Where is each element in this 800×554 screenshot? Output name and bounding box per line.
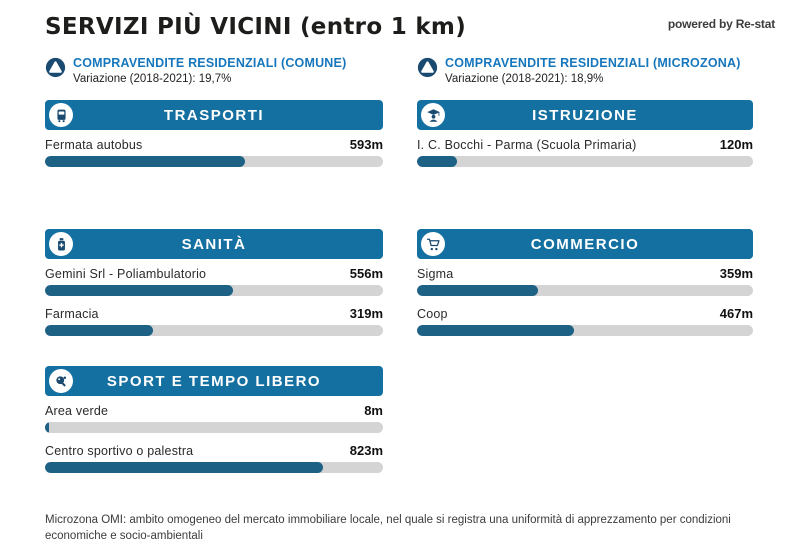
grid-row-1 bbox=[45, 100, 800, 167]
medicine-icon bbox=[49, 232, 73, 256]
section-header bbox=[45, 366, 383, 396]
service-distance: 8m bbox=[364, 403, 383, 418]
service-item bbox=[417, 266, 753, 296]
service-distance: 823m bbox=[349, 443, 383, 458]
service-label: Fermata autobus bbox=[45, 138, 143, 152]
distance-bar-fill bbox=[45, 462, 323, 473]
distance-bar-fill bbox=[45, 422, 49, 433]
service-label: I. C. Bocchi - Parma (Scuola Primaria) bbox=[417, 138, 637, 152]
stat-texts bbox=[73, 56, 346, 85]
cart-icon bbox=[421, 232, 445, 256]
distance-bar-fill bbox=[45, 156, 245, 167]
grid-row-2 bbox=[45, 229, 800, 336]
section-commercio bbox=[417, 229, 753, 336]
service-item bbox=[45, 266, 383, 296]
distance-bar-track bbox=[417, 156, 753, 167]
service-item bbox=[45, 403, 383, 433]
service-distance: 593m bbox=[349, 137, 383, 152]
service-item bbox=[45, 137, 383, 167]
racket-icon bbox=[49, 369, 73, 393]
section-sanita bbox=[45, 229, 383, 336]
service-distance: 359m bbox=[719, 266, 753, 281]
trend-triangle-icon bbox=[417, 57, 438, 78]
section-trasporti bbox=[45, 100, 383, 167]
service-item bbox=[417, 137, 753, 167]
distance-bar-track bbox=[45, 422, 383, 433]
section-title: SPORT E TEMPO LIBERO bbox=[106, 372, 322, 390]
section-header bbox=[45, 100, 383, 130]
distance-bar-track bbox=[45, 325, 383, 336]
footer-text: Microzona OMI: ambito omogeneo del mercato immobiliare locale, nel quale si registra una uniformità di apprezzamento per condizioni economiche e socio-ambientali bbox=[45, 514, 731, 542]
section-sport bbox=[45, 366, 383, 473]
service-distance: 467m bbox=[719, 306, 753, 321]
grid-row-3 bbox=[45, 366, 800, 473]
page-title: SERVIZI PIÙ VICINI (entro 1 km) bbox=[45, 14, 467, 40]
section-istruzione bbox=[417, 100, 753, 167]
service-distance: 120m bbox=[719, 137, 753, 152]
service-distance: 556m bbox=[349, 266, 383, 281]
section-header bbox=[417, 100, 753, 130]
service-item bbox=[45, 306, 383, 336]
section-title: COMMERCIO bbox=[530, 235, 640, 253]
section-title: ISTRUZIONE bbox=[532, 106, 638, 124]
section-title: SANITÀ bbox=[181, 235, 247, 253]
stats-row bbox=[0, 56, 800, 85]
sections-grid bbox=[0, 100, 800, 473]
stat-variation: Variazione (2018-2021): 18,9% bbox=[445, 73, 604, 85]
service-label: Centro sportivo o palestra bbox=[45, 444, 194, 458]
service-label: Gemini Srl - Poliambulatorio bbox=[45, 267, 207, 281]
distance-bar-fill bbox=[417, 325, 574, 336]
empty-cell bbox=[417, 366, 753, 473]
stat-variation: Variazione (2018-2021): 19,7% bbox=[73, 73, 232, 85]
stat-comune bbox=[45, 56, 417, 85]
service-distance: 319m bbox=[349, 306, 383, 321]
distance-bar-track bbox=[45, 285, 383, 296]
service-item bbox=[45, 443, 383, 473]
bus-icon bbox=[49, 103, 73, 127]
service-item bbox=[417, 306, 753, 336]
distance-bar-track bbox=[45, 462, 383, 473]
service-label: Farmacia bbox=[45, 307, 99, 321]
section-header bbox=[45, 229, 383, 259]
section-header bbox=[417, 229, 753, 259]
distance-bar-fill bbox=[45, 325, 153, 336]
section-title: TRASPORTI bbox=[163, 106, 265, 124]
distance-bar-track bbox=[45, 156, 383, 167]
trend-triangle-icon bbox=[45, 57, 66, 78]
stat-texts bbox=[445, 56, 741, 85]
distance-bar-track bbox=[417, 285, 753, 296]
footer-note bbox=[0, 513, 770, 544]
service-label: Coop bbox=[417, 307, 448, 321]
service-label: Area verde bbox=[45, 404, 109, 418]
service-label: Sigma bbox=[417, 267, 454, 281]
distance-bar-fill bbox=[417, 285, 538, 296]
distance-bar-fill bbox=[417, 156, 457, 167]
stat-microzona bbox=[417, 56, 789, 85]
graduate-icon bbox=[421, 103, 445, 127]
stat-label: COMPRAVENDITE RESIDENZIALI (MICROZONA) bbox=[445, 56, 741, 70]
topbar bbox=[0, 0, 800, 40]
powered-by-label: powered by Re-stat bbox=[667, 17, 775, 31]
distance-bar-fill bbox=[45, 285, 233, 296]
stat-label: COMPRAVENDITE RESIDENZIALI (COMUNE) bbox=[73, 56, 347, 70]
distance-bar-track bbox=[417, 325, 753, 336]
